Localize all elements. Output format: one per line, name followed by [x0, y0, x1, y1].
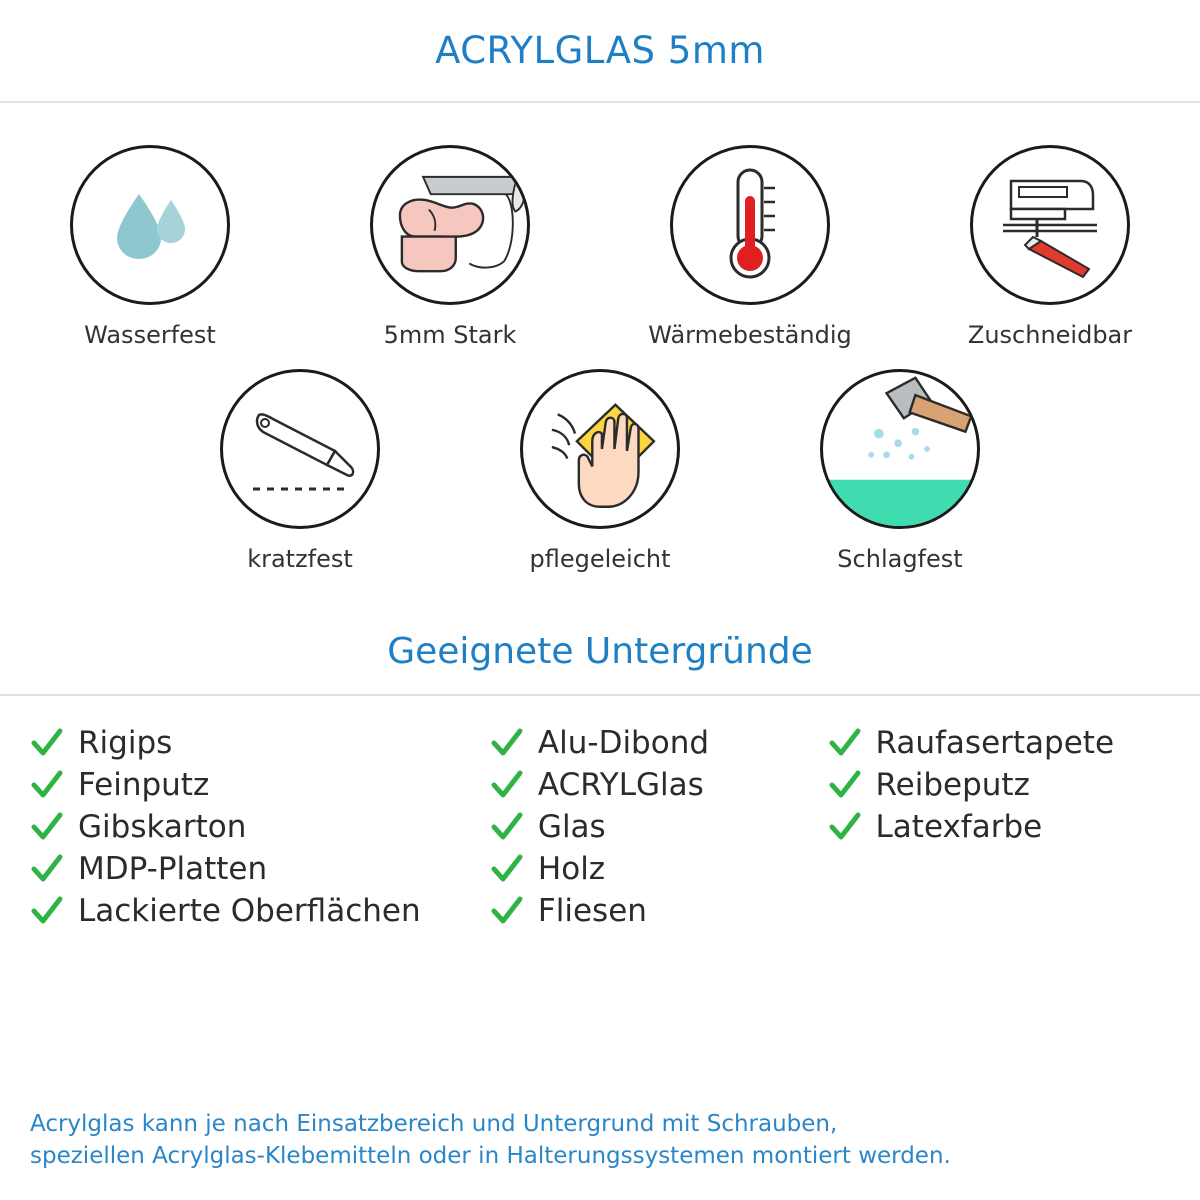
feature-section: [0, 103, 1200, 573]
feature-icon-circle: [970, 145, 1130, 305]
check-icon: [30, 726, 64, 760]
cleaning-hand-cloth-icon: [523, 369, 677, 529]
list-item-label: MDP-Platten: [78, 851, 268, 887]
feature-row-1: [0, 145, 1200, 349]
list-item: [828, 764, 1170, 806]
check-icon: [828, 768, 862, 802]
feature-5mm-stark: [300, 145, 600, 349]
thermometer-icon: [695, 160, 805, 290]
feature-icon-circle: [820, 369, 980, 529]
list-item-label: Alu-Dibond: [537, 725, 710, 761]
feature-label: 5mm Stark: [383, 321, 517, 349]
hammer-impact-icon: [823, 369, 977, 529]
feature-label: pflegeleicht: [529, 545, 671, 573]
list-item: [30, 806, 490, 848]
list-item-label: Fliesen: [537, 893, 647, 929]
subheading-section: [0, 631, 1200, 696]
checklist-column-1: [30, 722, 490, 932]
feature-kratzfest: [150, 369, 450, 573]
checklist-column-3: [828, 722, 1170, 932]
check-icon: [828, 726, 862, 760]
list-item: [490, 806, 828, 848]
mounting-note: [30, 1108, 1180, 1172]
jigsaw-cutter-icon: [985, 165, 1115, 285]
strong-arm-icon: [373, 145, 527, 305]
check-icon: [490, 726, 524, 760]
list-item: [828, 722, 1170, 764]
feature-label: Wasserfest: [84, 321, 216, 349]
list-item: [490, 764, 828, 806]
feature-icon-circle: [520, 369, 680, 529]
feature-icon-circle: [370, 145, 530, 305]
list-item-label: Raufasertapete: [875, 725, 1115, 761]
list-item-label: Rigips: [78, 725, 173, 761]
feature-row-2: [0, 369, 1200, 573]
list-item: [30, 848, 490, 890]
feature-label: kratzfest: [247, 545, 353, 573]
feature-icon-circle: [670, 145, 830, 305]
check-icon: [490, 810, 524, 844]
feature-wasserfest: [0, 145, 300, 349]
feature-waermebestaendig: [600, 145, 900, 349]
mounting-note-line-1: Acrylglas kann je nach Einsatzbereich und Untergrund mit Schrauben,: [30, 1111, 838, 1137]
feature-label: Wärmebeständig: [648, 321, 852, 349]
list-item-label: Gibskarton: [78, 809, 247, 845]
check-icon: [30, 768, 64, 802]
feature-icon-circle: [220, 369, 380, 529]
feature-pflegeleicht: [450, 369, 750, 573]
list-item-label: ACRYLGlas: [537, 767, 704, 803]
list-item: [490, 848, 828, 890]
feature-schlagfest: [750, 369, 1050, 573]
checklist-column-2: [490, 722, 828, 932]
list-item: [490, 722, 828, 764]
list-item-label: Holz: [537, 851, 606, 887]
check-icon: [30, 894, 64, 928]
water-drops-icon: [95, 170, 205, 280]
feature-label: Zuschneidbar: [967, 321, 1133, 349]
list-item-label: Feinputz: [78, 767, 210, 803]
list-item-label: Lackierte Oberflächen: [78, 893, 421, 929]
subheading-title: Geeignete Untergründe: [387, 631, 813, 672]
list-item: [490, 890, 828, 932]
list-item-label: Latexfarbe: [875, 809, 1043, 845]
check-icon: [30, 810, 64, 844]
check-icon: [30, 852, 64, 886]
mounting-note-line-2: speziellen Acrylglas-Klebemitteln oder in Halterungssystemen montiert werden.: [30, 1143, 951, 1169]
list-item: [828, 806, 1170, 848]
list-item-label: Glas: [537, 809, 606, 845]
check-icon: [828, 810, 862, 844]
check-icon: [490, 852, 524, 886]
page-title: ACRYLGLAS 5mm: [435, 29, 765, 72]
knife-scratch-icon: [235, 389, 365, 509]
check-icon: [490, 894, 524, 928]
list-item-label: Reibeputz: [875, 767, 1030, 803]
list-item: [30, 764, 490, 806]
header: [0, 0, 1200, 103]
check-icon: [490, 768, 524, 802]
list-item: [30, 890, 490, 932]
feature-label: Schlagfest: [837, 545, 963, 573]
feature-icon-circle: [70, 145, 230, 305]
feature-zuschneidbar: [900, 145, 1200, 349]
suitable-surfaces-list: [0, 696, 1200, 932]
list-item: [30, 722, 490, 764]
